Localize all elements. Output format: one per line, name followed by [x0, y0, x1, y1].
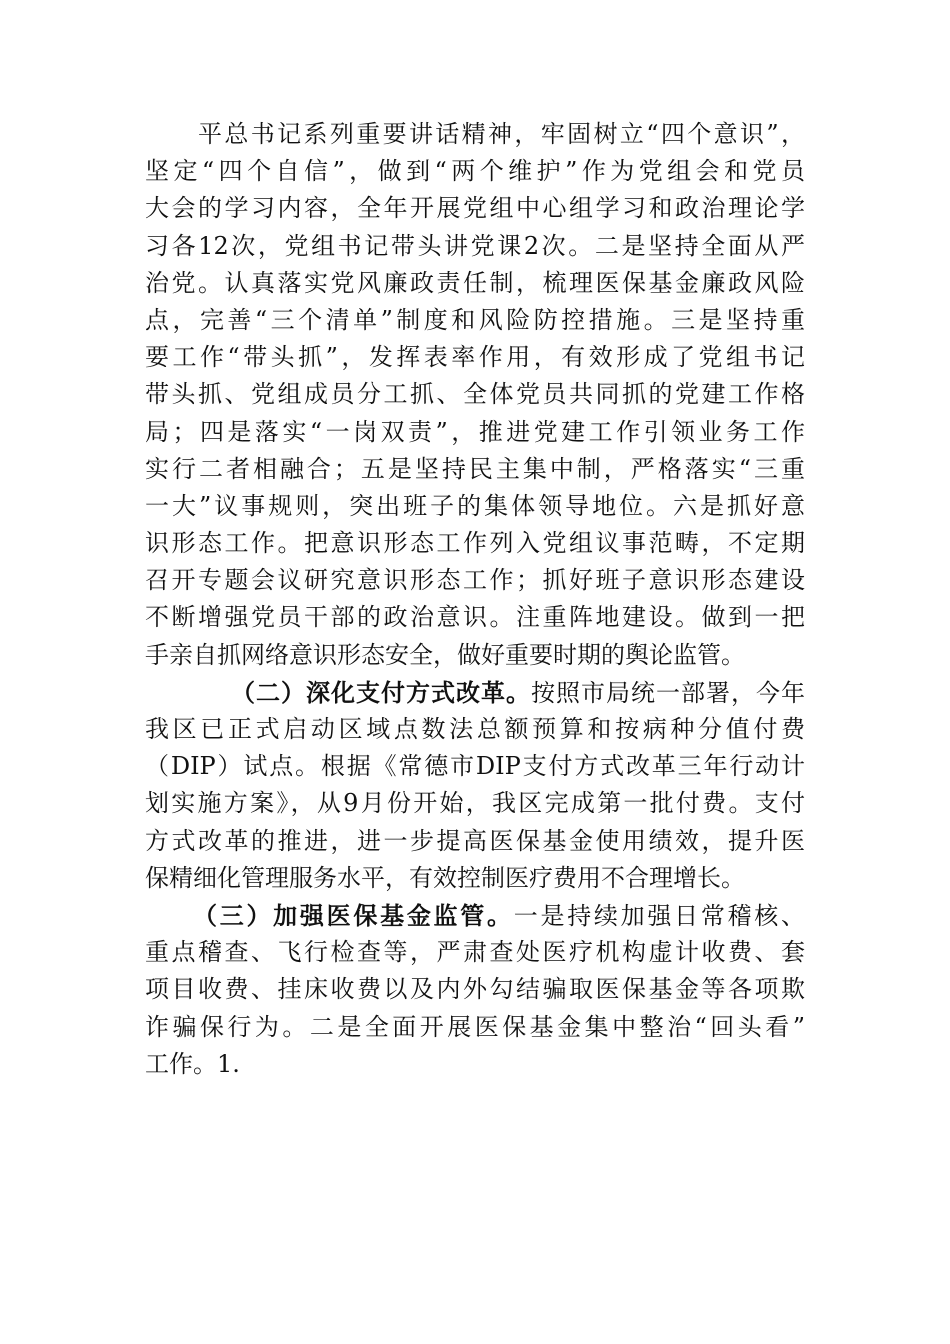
paragraph-line: 保精细化管理服务水平，有效控制医疗费用不合理增长。: [145, 863, 745, 892]
paragraph-line: 要工作“带头抓”，发挥表率作用，有效形成了党组书记: [145, 343, 805, 372]
section-heading: （三）加强医保基金监管。: [193, 900, 514, 930]
paragraph-line: 方式改革的推进，进一步提高医保基金使用绩效，提升医: [145, 826, 805, 855]
paragraph-line: 习各12次，党组书记带头讲党课2次。二是坚持全面从严: [145, 231, 805, 260]
paragraph-line: 重点稽查、飞行检查等，严肃查处医疗机构虚计收费、套: [145, 938, 805, 967]
paragraph-line: 我区已正式启动区域点数法总额预算和按病种分值付费: [145, 715, 805, 743]
paragraph-line: 项目收费、挂床收费以及内外勾结骗取医保基金等各项欺: [145, 975, 805, 1004]
paragraph-line: 实行二者相融合；五是坚持民主集中制，严格落实“三重: [145, 454, 805, 483]
paragraph-line: 带头抓、党组成员分工抓、全体党员共同抓的党建工作格: [145, 380, 805, 409]
paragraph-line: 一大”议事规则，突出班子的集体领导地位。六是抓好意: [145, 491, 805, 520]
paragraph-line: 局；四是落实“一岗双责”，推进党建工作引领业务工作: [145, 417, 805, 446]
section-heading-line: [145, 674, 805, 711]
paragraph-line: 治党。认真落实党风廉政责任制，梳理医保基金廉政风险: [145, 268, 805, 297]
paragraph-line: 点，完善“三个清单”制度和风险防控措施。三是坚持重: [145, 305, 805, 334]
paragraph-line: 划实施方案》，从9月份开始，我区完成第一批付费。支付: [145, 789, 805, 818]
paragraph-line: （DIP）试点。根据《常德市DIP支付方式改革三年行动计: [145, 752, 805, 781]
paragraph-line: 手亲自抓网络意识形态安全，做好重要时期的舆论监管。: [145, 640, 745, 669]
paragraph-line: 不断增强党员干部的政治意识。注重阵地建设。做到一把: [145, 603, 805, 632]
document-body: [145, 116, 805, 1083]
section-heading: （二）深化支付方式改革。: [231, 677, 531, 707]
paragraph-line: 大会的学习内容，全年开展党组中心组学习和政治理论学: [145, 194, 805, 223]
paragraph-line: 识形态工作。把意识形态工作列入党组议事范畴，不定期: [145, 529, 805, 558]
paragraph-line: 工作。1.: [145, 1049, 240, 1078]
paragraph-line: 坚定“四个自信”，做到“两个维护”作为党组会和党员: [145, 157, 805, 186]
section-text: 一是持续加强日常稽核、: [513, 901, 806, 930]
paragraph-line: 诈骗保行为。二是全面开展医保基金集中整治“回头看”: [145, 1012, 805, 1041]
paragraph-line: 召开专题会议研究意识形态工作；抓好班子意识形态建设: [145, 566, 805, 595]
paragraph-line: 平总书记系列重要讲话精神，牢固树立“四个意识”，: [198, 120, 805, 148]
section-heading-line: [145, 897, 805, 934]
section-text: 按照市局统一部署，今年: [531, 678, 805, 707]
